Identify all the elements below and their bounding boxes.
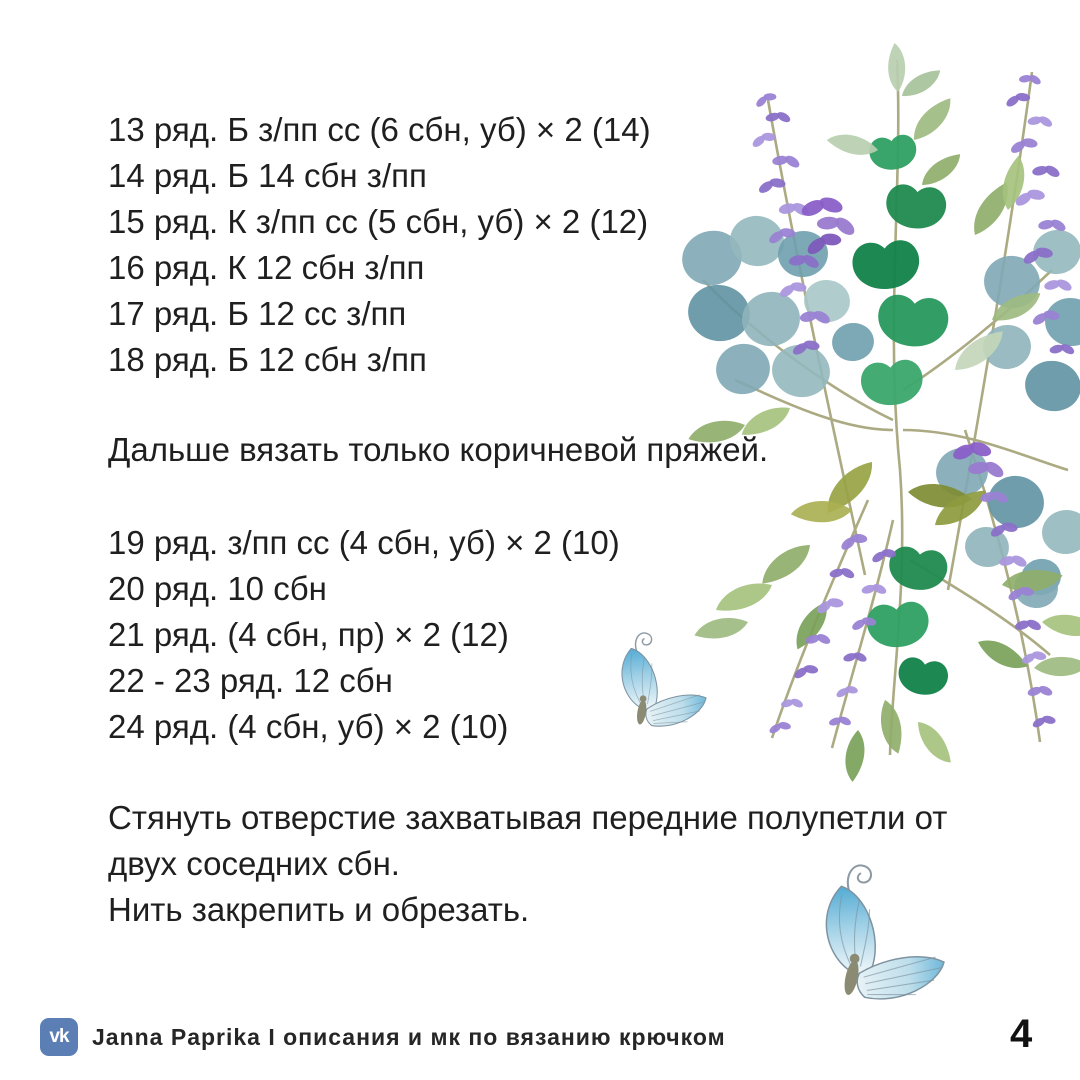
finishing-sentence: Нить закрепить и обрезать.: [108, 891, 530, 928]
pattern-row: 14 ряд. Б 14 сбн з/пп: [108, 157, 427, 194]
pattern-row: 15 ряд. К з/пп сс (5 сбн, уб) × 2 (12): [108, 203, 649, 240]
pattern-row: 22 - 23 ряд. 12 сбн: [108, 662, 393, 699]
pattern-row: 18 ряд. Б 12 сбн з/пп: [108, 341, 427, 378]
vk-icon: vk: [40, 1018, 78, 1056]
pattern-row: 17 ряд. Б 12 сс з/пп: [108, 295, 407, 332]
pattern-rows-block-2: [108, 520, 620, 750]
pattern-row: 20 ряд. 10 сбн: [108, 570, 327, 607]
footer-credit: Janna Paprika I описания и мк по вязанию крючком: [92, 1023, 726, 1050]
pattern-row: 19 ряд. з/пп сс (4 сбн, уб) × 2 (10): [108, 524, 620, 561]
page-number: 4: [1010, 1012, 1033, 1056]
pattern-rows-block-1: [108, 107, 651, 383]
finishing-sentence: Стянуть отверстие захватывая передние полупетли от двух соседних сбн.: [108, 799, 948, 882]
emerald-eucalyptus-leaves: [851, 133, 951, 699]
pattern-row: 24 ряд. (4 сбн, уб) × 2 (10): [108, 708, 509, 745]
finishing-instructions: [108, 795, 988, 933]
butterfly-small-icon: [618, 627, 709, 730]
pattern-note: Дальше вязать только коричневой пряжей.: [108, 431, 769, 468]
pattern-row: 21 ряд. (4 сбн, пр) × 2 (12): [108, 616, 509, 653]
pattern-row: 13 ряд. Б з/пп сс (6 сбн, уб) × 2 (14): [108, 111, 651, 148]
pattern-row: 16 ряд. К 12 сбн з/пп: [108, 249, 425, 286]
